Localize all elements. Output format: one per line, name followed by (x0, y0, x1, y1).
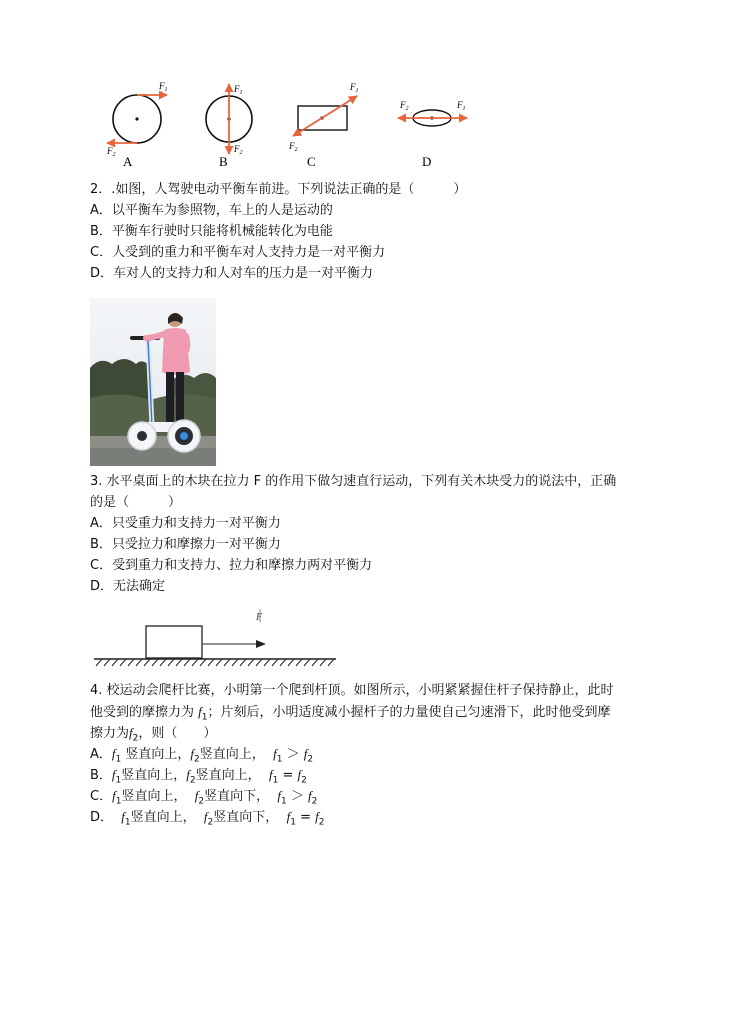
force-arrow-f1 (322, 96, 357, 118)
q4-option-c: C．$f_1$竖直向上， $f_2$竖直向下， $f_1 > f_2$ (90, 788, 318, 807)
svg-text:F2: $F_2$ (107, 146, 116, 158)
q4-stem-line3: 擦力为$f_2$，则（ ） (90, 725, 217, 744)
diagram-label-c: C (307, 154, 316, 169)
svg-text:F2: $F_2$ (289, 141, 298, 153)
diagram-a (106, 81, 168, 169)
q3-stem-line1: 3. 水平桌面上的木块在拉力 F 的作用下做匀速直行运动，下列有关木块受力的说法中，正确 (90, 474, 617, 489)
q4-option-d: D． $f_1$竖直向上， $f_2$竖直向下， $f_1 = f_2$ (90, 809, 325, 828)
q2-option-b: B．平衡车行驶时只能将机械能转化为电能 (90, 224, 333, 239)
svg-text:F1: $F_1$ (159, 81, 168, 93)
svg-text:F1: $F_1$ (350, 82, 359, 94)
q1-force-diagrams (95, 78, 485, 172)
q3-option-c: C．受到重力和支持力、拉力和摩擦力两对平衡力 (90, 558, 373, 573)
q2-option-a: A．以平衡车为参照物，车上的人是运动的 (90, 203, 333, 218)
diagram-label-b: B (219, 154, 228, 169)
balance-scooter-photo (90, 298, 216, 466)
q4-stem-line2: 他受到的摩擦力为 $f_1$；片刻后，小明适度减小握杆子的力量使自己匀速滑下，此时他受到摩 (90, 704, 611, 723)
svg-text:F1: $F_1$ (457, 100, 466, 112)
q4-option-a: A．$f_1$ 竖直向上，$f_2$竖直向上， $f_1 > f_2$ (90, 746, 314, 765)
q3-option-a: A．只受重力和支持力一对平衡力 (90, 516, 281, 531)
diagram-b (206, 84, 252, 169)
q3-stem-line2: 的是（ ） (90, 495, 182, 510)
q3-block-figure (94, 604, 336, 670)
svg-text:F2: $F_2$ (400, 100, 409, 112)
diagram-label-a: A (123, 154, 133, 169)
q2-stem: 2．.如图，人驾驶电动平衡车前进。下列说法正确的是（ ） (90, 182, 467, 197)
q3-option-b: B．只受拉力和摩擦力一对平衡力 (90, 537, 281, 552)
q3-option-d: D．无法确定 (90, 579, 166, 594)
diagram-label-d: D (422, 154, 432, 169)
q4-stem-line1: 4. 校运动会爬杆比赛，小明第一个爬到杆顶。如图所示，小明紧紧握住杆子保持静止，此时 (90, 683, 614, 698)
svg-text:F2: $F_2$ (234, 144, 243, 156)
diagram-d (398, 100, 467, 169)
table-hatching (96, 659, 334, 666)
q4-option-b: B．$f_1$竖直向上，$f_2$竖直向上， $f_1 = f_2$ (90, 767, 307, 786)
diagram-c (288, 82, 359, 169)
q2-option-c: C．人受到的重力和平衡车对人支持力是一对平衡力 (90, 245, 386, 260)
q2-option-d: D．车对人的支持力和人对车的压力是一对平衡力 (90, 266, 374, 281)
svg-text:F1: $F_1$ (234, 84, 243, 96)
force-label-f: F (256, 612, 263, 623)
